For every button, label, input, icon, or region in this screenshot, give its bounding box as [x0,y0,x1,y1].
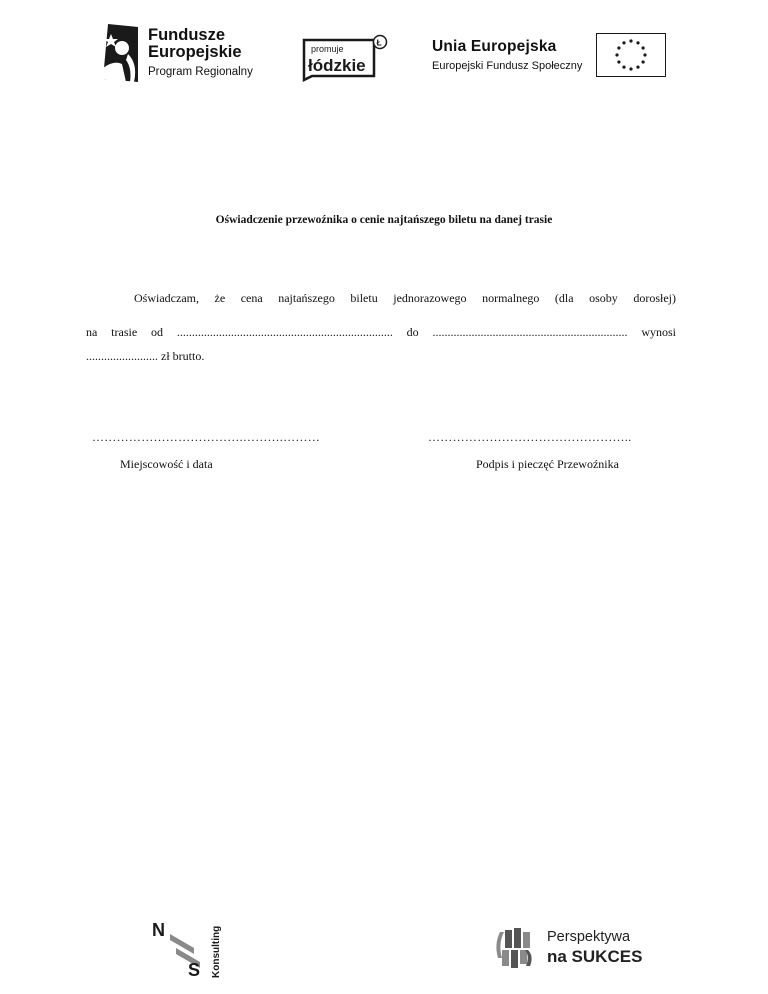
ue-subtitle: Europejski Fundusz Społeczny [432,60,583,72]
place-date-label: Miejscowość i data [120,457,213,471]
signature-line-left: ……………………………….……….……… [92,430,320,444]
statement-line-1-text: Oświadczam, że cena najtańszego biletu jednorazowego normalnego (dla osoby dorosłej) [134,291,676,305]
ns-letter-n: N [152,920,165,940]
signature-label: Podpis i pieczęć Przewoźnika [476,457,619,471]
perspektywa-logo-icon [490,924,538,972]
eu-flag-icon [596,33,666,77]
fundusze-europejskie-logo-icon [100,24,138,82]
perspektywa-logo-text [547,928,642,967]
perspektywa-line2: na SUKCES [547,947,643,967]
lodzkie-logo [302,34,388,82]
statement-line-3: ........................ zł brutto. [86,349,205,363]
fundusze-line1: Fundusze [148,26,225,44]
ue-title: Unia Europejska [432,38,557,55]
statement-line-2: na trasie od ........................................................................ do ................................................................. wynosi [86,325,676,339]
document-title: Oświadczenie przewoźnika o cenie najtańszego biletu na danej trasie [215,214,553,226]
unia-europejska-text [432,38,582,72]
fundusze-europejskie-logo-text [148,27,253,78]
fundusze-line2: Europejskie [148,43,242,62]
statement-line-1 [86,286,676,311]
perspektywa-line1: Perspektywa [547,929,631,945]
fundusze-line3: Program Regionalny [148,65,253,78]
lodzkie-small-text: promuje [311,44,344,54]
lodzkie-big-text: łódzkie [308,56,366,75]
lodzkie-badge: Ł [376,37,382,48]
ns-letter-s: S [188,960,201,980]
ns-konsulting-text: Konsulting [211,925,222,978]
ns-konsulting-logo [150,918,222,980]
signature-line-right: ………………………………………….. [428,430,632,444]
